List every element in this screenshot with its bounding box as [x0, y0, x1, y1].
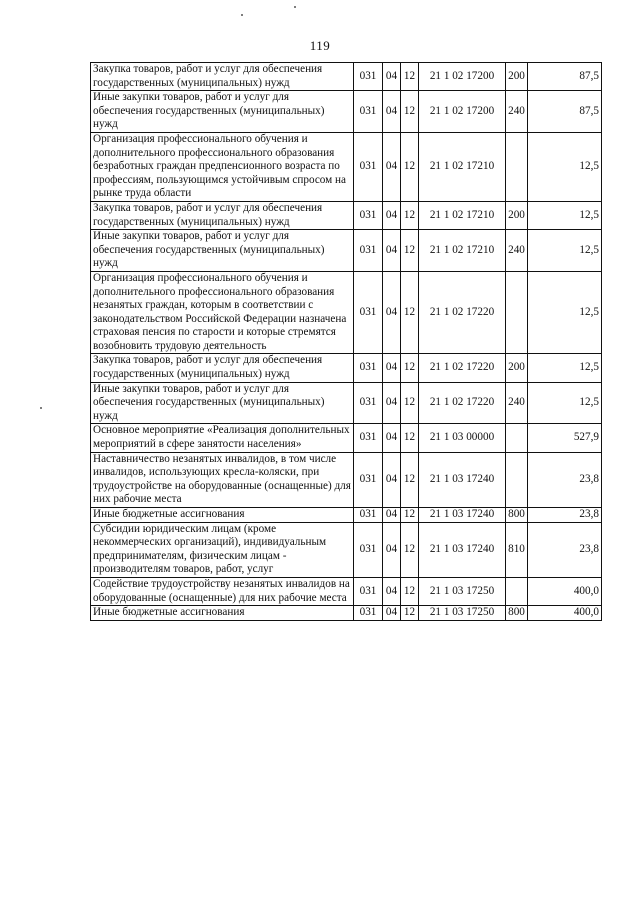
table-row — [91, 382, 602, 424]
row-target-article-code: 21 1 02 17220 — [419, 271, 506, 354]
row-target-article-code: 21 1 02 17210 — [419, 201, 506, 229]
row-amount: 23,8 — [528, 508, 602, 523]
row-expense-type-code — [506, 271, 528, 354]
row-section-code: 04 — [383, 271, 401, 354]
row-subsection-code: 12 — [401, 354, 419, 382]
scan-speck — [40, 407, 42, 409]
table-row — [91, 522, 602, 577]
row-gr-code: 031 — [354, 508, 383, 523]
row-name: Закупка товаров, работ и услуг для обеспечения государственных (муниципальных) нужд — [91, 201, 354, 229]
row-amount: 12,5 — [528, 354, 602, 382]
row-subsection-code: 12 — [401, 63, 419, 91]
row-amount: 23,8 — [528, 452, 602, 507]
row-section-code: 04 — [383, 91, 401, 133]
row-section-code: 04 — [383, 452, 401, 507]
row-expense-type-code: 200 — [506, 354, 528, 382]
row-gr-code: 031 — [354, 63, 383, 91]
row-name: Наставничество незанятых инвалидов, в том числе инвалидов, использующих кресла-коляски, при трудоустройстве на оборудованные (оснащенные) для них рабочие места — [91, 452, 354, 507]
row-expense-type-code: 240 — [506, 230, 528, 272]
row-subsection-code: 12 — [401, 452, 419, 507]
row-subsection-code: 12 — [401, 201, 419, 229]
row-section-code: 04 — [383, 230, 401, 272]
row-name: Иные бюджетные ассигнования — [91, 606, 354, 621]
row-expense-type-code — [506, 424, 528, 452]
row-expense-type-code — [506, 577, 528, 605]
row-amount: 527,9 — [528, 424, 602, 452]
table-row — [91, 354, 602, 382]
table-row — [91, 63, 602, 91]
row-subsection-code: 12 — [401, 424, 419, 452]
row-expense-type-code: 800 — [506, 508, 528, 523]
table-row — [91, 91, 602, 133]
row-target-article-code: 21 1 02 17200 — [419, 63, 506, 91]
row-amount: 12,5 — [528, 132, 602, 201]
row-target-article-code: 21 1 03 17240 — [419, 452, 506, 507]
row-gr-code: 031 — [354, 606, 383, 621]
table-row — [91, 577, 602, 605]
row-amount: 400,0 — [528, 577, 602, 605]
row-amount: 23,8 — [528, 522, 602, 577]
row-section-code: 04 — [383, 606, 401, 621]
row-section-code: 04 — [383, 577, 401, 605]
row-gr-code: 031 — [354, 382, 383, 424]
row-subsection-code: 12 — [401, 382, 419, 424]
row-gr-code: 031 — [354, 132, 383, 201]
row-name: Организация профессионального обучения и дополнительного профессионального образования безработных граждан предпенсионного возраста по профессиям, пользующимся устойчивым спросом на рынке труда области — [91, 132, 354, 201]
row-gr-code: 031 — [354, 91, 383, 133]
row-gr-code: 031 — [354, 271, 383, 354]
row-subsection-code: 12 — [401, 606, 419, 621]
row-target-article-code: 21 1 02 17210 — [419, 230, 506, 272]
row-subsection-code: 12 — [401, 577, 419, 605]
row-name: Иные закупки товаров, работ и услуг для обеспечения государственных (муниципальных) нужд — [91, 91, 354, 133]
row-gr-code: 031 — [354, 424, 383, 452]
row-target-article-code: 21 1 03 17250 — [419, 606, 506, 621]
row-expense-type-code — [506, 132, 528, 201]
row-target-article-code: 21 1 03 00000 — [419, 424, 506, 452]
row-subsection-code: 12 — [401, 271, 419, 354]
budget-table-body — [91, 63, 602, 621]
row-expense-type-code: 810 — [506, 522, 528, 577]
row-target-article-code: 21 1 02 17200 — [419, 91, 506, 133]
row-amount: 12,5 — [528, 271, 602, 354]
row-expense-type-code — [506, 452, 528, 507]
table-row — [91, 606, 602, 621]
row-gr-code: 031 — [354, 230, 383, 272]
row-section-code: 04 — [383, 201, 401, 229]
row-section-code: 04 — [383, 63, 401, 91]
row-subsection-code: 12 — [401, 230, 419, 272]
page-number: 119 — [309, 38, 331, 53]
table-row — [91, 132, 602, 201]
row-target-article-code: 21 1 02 17210 — [419, 132, 506, 201]
row-amount: 12,5 — [528, 382, 602, 424]
row-target-article-code: 21 1 03 17250 — [419, 577, 506, 605]
row-amount: 12,5 — [528, 230, 602, 272]
row-gr-code: 031 — [354, 452, 383, 507]
row-target-article-code: 21 1 02 17220 — [419, 354, 506, 382]
row-expense-type-code: 200 — [506, 63, 528, 91]
row-name: Закупка товаров, работ и услуг для обеспечения государственных (муниципальных) нужд — [91, 63, 354, 91]
budget-table — [90, 62, 602, 621]
row-section-code: 04 — [383, 522, 401, 577]
row-section-code: 04 — [383, 508, 401, 523]
row-target-article-code: 21 1 02 17220 — [419, 382, 506, 424]
row-name: Содействие трудоустройству незанятых инвалидов на оборудованные (оснащенные) для них рабочие места — [91, 577, 354, 605]
scan-speck — [294, 6, 296, 8]
row-amount: 87,5 — [528, 91, 602, 133]
row-section-code: 04 — [383, 132, 401, 201]
row-name: Организация профессионального обучения и дополнительного профессионального образования незанятых граждан, которым в соответствии с законодательством Российской Федерации назначена страховая пенсия по старости и которые стремятся возобновить трудовую деятельность — [91, 271, 354, 354]
table-row — [91, 452, 602, 507]
row-amount: 12,5 — [528, 201, 602, 229]
row-amount: 400,0 — [528, 606, 602, 621]
row-target-article-code: 21 1 03 17240 — [419, 522, 506, 577]
row-name: Закупка товаров, работ и услуг для обеспечения государственных (муниципальных) нужд — [91, 354, 354, 382]
scan-speck — [241, 14, 243, 16]
row-section-code: 04 — [383, 382, 401, 424]
row-gr-code: 031 — [354, 522, 383, 577]
row-name: Иные закупки товаров, работ и услуг для обеспечения государственных (муниципальных) нужд — [91, 230, 354, 272]
table-row — [91, 201, 602, 229]
row-amount: 87,5 — [528, 63, 602, 91]
table-row — [91, 424, 602, 452]
row-target-article-code: 21 1 03 17240 — [419, 508, 506, 523]
row-name: Иные закупки товаров, работ и услуг для обеспечения государственных (муниципальных) нужд — [91, 382, 354, 424]
row-expense-type-code: 800 — [506, 606, 528, 621]
row-expense-type-code: 240 — [506, 382, 528, 424]
row-name: Иные бюджетные ассигнования — [91, 508, 354, 523]
row-subsection-code: 12 — [401, 508, 419, 523]
row-gr-code: 031 — [354, 354, 383, 382]
row-expense-type-code: 240 — [506, 91, 528, 133]
table-row — [91, 230, 602, 272]
row-subsection-code: 12 — [401, 91, 419, 133]
row-gr-code: 031 — [354, 201, 383, 229]
table-row — [91, 271, 602, 354]
row-expense-type-code: 200 — [506, 201, 528, 229]
row-subsection-code: 12 — [401, 522, 419, 577]
row-section-code: 04 — [383, 354, 401, 382]
row-subsection-code: 12 — [401, 132, 419, 201]
row-gr-code: 031 — [354, 577, 383, 605]
row-section-code: 04 — [383, 424, 401, 452]
row-name: Основное мероприятие «Реализация дополнительных мероприятий в сфере занятости населения» — [91, 424, 354, 452]
table-row — [91, 508, 602, 523]
row-name: Субсидии юридическим лицам (кроме некоммерческих организаций), индивидуальным предпринимателям, физическим лицам - производителям товаров, работ, услуг — [91, 522, 354, 577]
